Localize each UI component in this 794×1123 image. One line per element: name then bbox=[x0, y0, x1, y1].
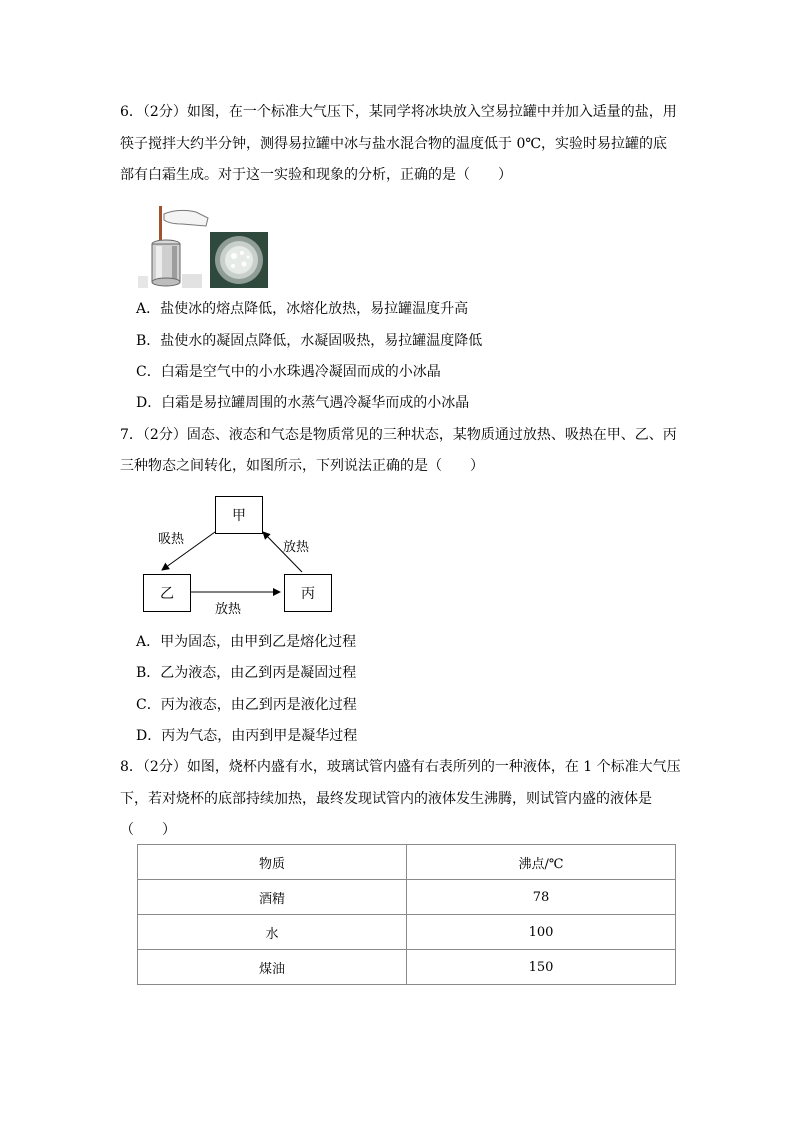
table-row bbox=[138, 880, 676, 915]
box-jia: 甲 bbox=[215, 496, 263, 534]
q8-stem-line-1: 8．（2分）如图，烧杯内盛有水，玻璃试管内盛有右表所列的一种液体，在 1 个标准大气压 bbox=[120, 759, 681, 775]
q7-option-c: C．丙为液态，由乙到丙是液化过程 bbox=[136, 697, 357, 713]
q7-option-b: B．乙为液态，由乙到丙是凝固过程 bbox=[136, 665, 357, 681]
box-bing: 丙 bbox=[284, 574, 332, 612]
cell-boiling-point: 100 bbox=[407, 915, 676, 950]
cell-substance: 煤油 bbox=[138, 950, 407, 985]
boiling-point-table bbox=[137, 844, 676, 985]
q6-option-d: D．白霜是易拉罐周围的水蒸气遇冷凝华而成的小冰晶 bbox=[136, 395, 470, 411]
label-release-heat-bottom: 放热 bbox=[215, 602, 242, 617]
cell-substance: 水 bbox=[138, 915, 407, 950]
state-transition-diagram bbox=[140, 494, 340, 616]
header-boiling-point: 沸点/℃ bbox=[407, 845, 676, 880]
q7-option-a: A．甲为固态，由甲到乙是熔化过程 bbox=[136, 634, 357, 650]
q6-stem-line-1: 6．（2分）如图，在一个标准大气压下，某同学将冰块放入空易拉罐中并加入适量的盐，用 bbox=[120, 104, 677, 120]
table-row bbox=[138, 950, 676, 985]
label-release-heat-right: 放热 bbox=[283, 540, 310, 555]
table-header-row bbox=[138, 845, 676, 880]
q8-stem-line-3: （ ） bbox=[120, 822, 176, 838]
q6-option-a: A．盐使冰的熔点降低，冰熔化放热，易拉罐温度升高 bbox=[136, 301, 469, 317]
q8-stem-line-2: 下，若对烧杯的底部持续加热，最终发现试管内的液体发生沸腾，则试管内盛的液体是 bbox=[120, 791, 652, 807]
q7-option-d: D．丙为气态，由丙到甲是凝华过程 bbox=[136, 728, 358, 744]
q7-stem-line-2: 三种物态之间转化，如图所示，下列说法正确的是（ ） bbox=[120, 458, 484, 474]
q7-stem-line-1: 7．（2分）固态、液态和气态是物质常见的三种状态，某物质通过放热、吸热在甲、乙、丙 bbox=[120, 427, 677, 443]
box-yi: 乙 bbox=[143, 574, 191, 612]
header-substance: 物质 bbox=[138, 845, 407, 880]
cell-boiling-point: 78 bbox=[407, 880, 676, 915]
q6-figure bbox=[138, 204, 270, 288]
label-absorb-heat: 吸热 bbox=[158, 532, 185, 547]
q6-stem-line-2: 筷子搅拌大约半分钟，测得易拉罐中冰与盐水混合物的温度低于 0℃，实验时易拉罐的底 bbox=[120, 136, 668, 152]
table-row bbox=[138, 915, 676, 950]
q6-option-b: B．盐使水的凝固点降低，水凝固吸热，易拉罐温度降低 bbox=[136, 333, 483, 349]
ice-can-photo bbox=[138, 204, 270, 288]
cell-boiling-point: 150 bbox=[407, 950, 676, 985]
cell-substance: 酒精 bbox=[138, 880, 407, 915]
q6-option-c: C．白霜是空气中的小水珠遇冷凝固而成的小冰晶 bbox=[136, 364, 441, 380]
q6-stem-line-3: 部有白霜生成。对于这一实验和现象的分析，正确的是（ ） bbox=[120, 167, 512, 183]
